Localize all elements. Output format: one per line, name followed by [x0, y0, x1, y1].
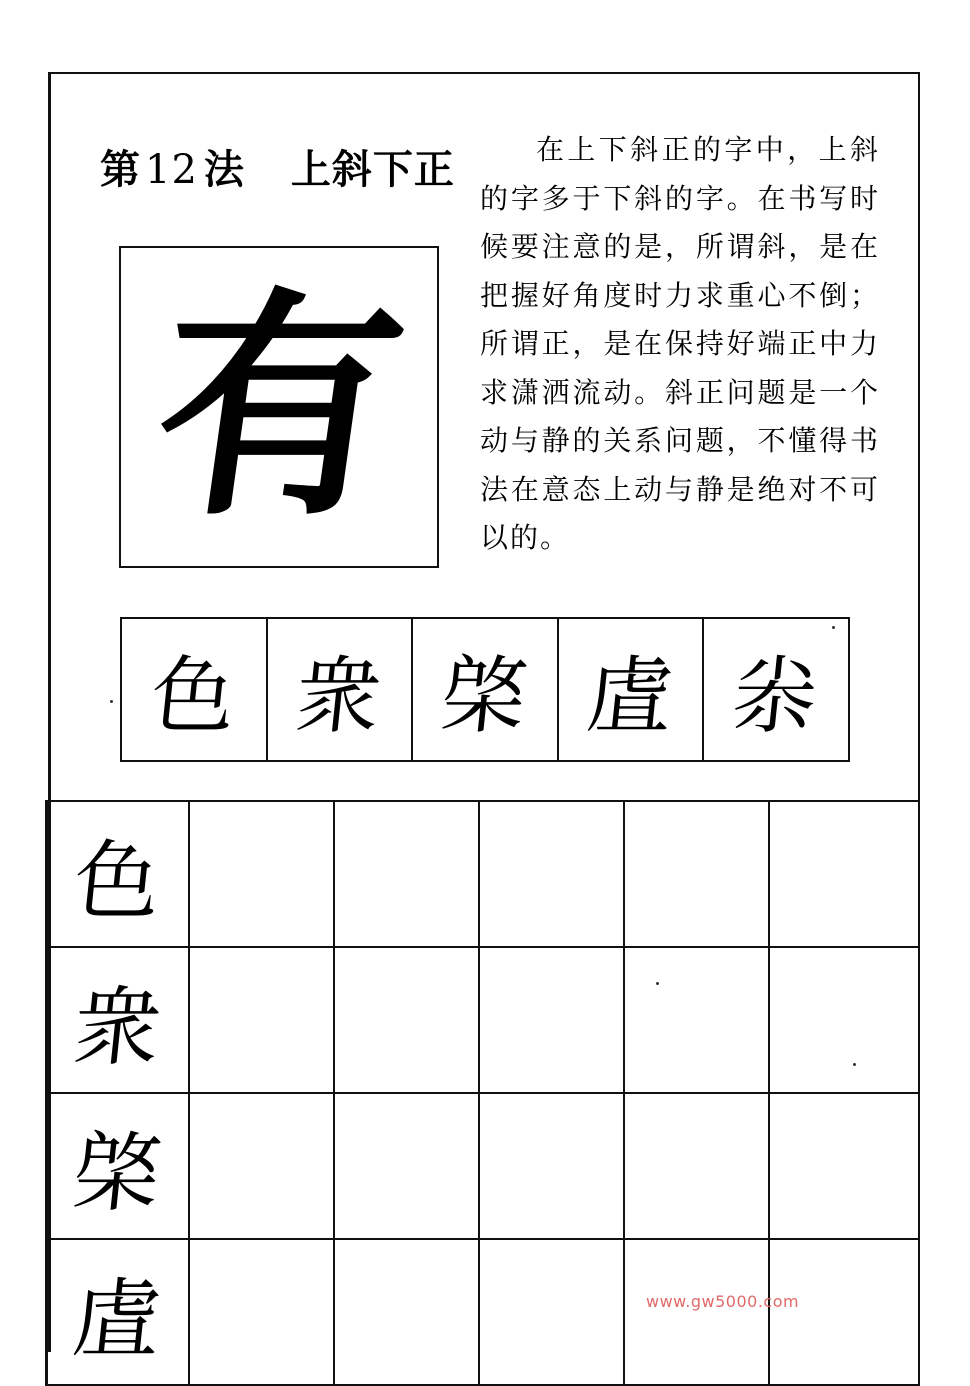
- practice-row: [45, 948, 920, 1094]
- practice-row: [45, 1094, 920, 1240]
- lesson-prefix: 第: [100, 147, 141, 193]
- example-cell: [268, 619, 414, 760]
- practice-blank-cell[interactable]: [335, 948, 480, 1092]
- example-character: 衆: [291, 647, 386, 745]
- example-cell: [559, 619, 705, 760]
- practice-row: [45, 1240, 920, 1386]
- practice-blank-cell[interactable]: [770, 802, 920, 946]
- practice-blank-cell[interactable]: [190, 1094, 335, 1238]
- practice-model-cell: [45, 1240, 190, 1384]
- example-cell: [704, 619, 848, 760]
- practice-model-cell: [45, 802, 190, 946]
- practice-model-character: 衆: [68, 978, 166, 1078]
- practice-blank-cell[interactable]: [770, 948, 920, 1092]
- practice-blank-cell[interactable]: [770, 1094, 920, 1238]
- practice-model-character: 棨: [68, 1124, 166, 1224]
- lesson-suffix: 法: [203, 147, 245, 193]
- example-characters-row: [120, 617, 850, 762]
- practice-model-cell: [45, 1094, 190, 1238]
- sample-character-box: [119, 246, 439, 568]
- example-cell: [413, 619, 559, 760]
- practice-model-character: 色: [68, 832, 166, 932]
- example-cell: [122, 619, 268, 760]
- practice-model-cell: [45, 948, 190, 1092]
- lesson-name: 上斜下正: [290, 147, 455, 193]
- example-character: 棨: [437, 647, 532, 745]
- practice-row: [45, 802, 920, 948]
- practice-blank-cell[interactable]: [335, 1094, 480, 1238]
- practice-blank-cell[interactable]: [625, 948, 770, 1092]
- watermark-text: www.gw5000.com: [646, 1292, 800, 1311]
- practice-blank-cell[interactable]: [190, 802, 335, 946]
- explanation-paragraph: 在上下斜正的字中，上斜的字多于下斜的字。在书写时候要注意的是，所谓斜，是在把握好角度时力求重心不倒；所谓正，是在保持好端正中力求潇洒流动。斜正问题是一个动与静的关系问题，不懂得书法在意态上动与静是绝对不可以的。: [480, 133, 880, 554]
- practice-blank-cell[interactable]: [190, 948, 335, 1092]
- lesson-title: [100, 138, 455, 195]
- sample-character: 有: [139, 266, 419, 548]
- scan-speck: [832, 626, 835, 629]
- practice-blank-cell[interactable]: [480, 1240, 625, 1384]
- lesson-number: 12: [145, 147, 198, 193]
- example-character: 虘: [582, 647, 678, 745]
- practice-blank-cell[interactable]: [480, 1094, 625, 1238]
- practice-blank-cell[interactable]: [335, 802, 480, 946]
- practice-blank-cell[interactable]: [190, 1240, 335, 1384]
- example-character: 色: [145, 647, 241, 745]
- scan-speck: [853, 1063, 856, 1066]
- practice-blank-cell[interactable]: [770, 1240, 920, 1384]
- practice-blank-cell[interactable]: [625, 1240, 770, 1384]
- scan-speck: [656, 982, 659, 985]
- scan-speck: [110, 700, 113, 703]
- example-character: 尜: [728, 647, 823, 745]
- practice-blank-cell[interactable]: [480, 802, 625, 946]
- practice-blank-cell[interactable]: [335, 1240, 480, 1384]
- practice-blank-cell[interactable]: [480, 948, 625, 1092]
- practice-model-character: 虘: [68, 1270, 166, 1370]
- practice-blank-cell[interactable]: [625, 1094, 770, 1238]
- practice-blank-cell[interactable]: [625, 802, 770, 946]
